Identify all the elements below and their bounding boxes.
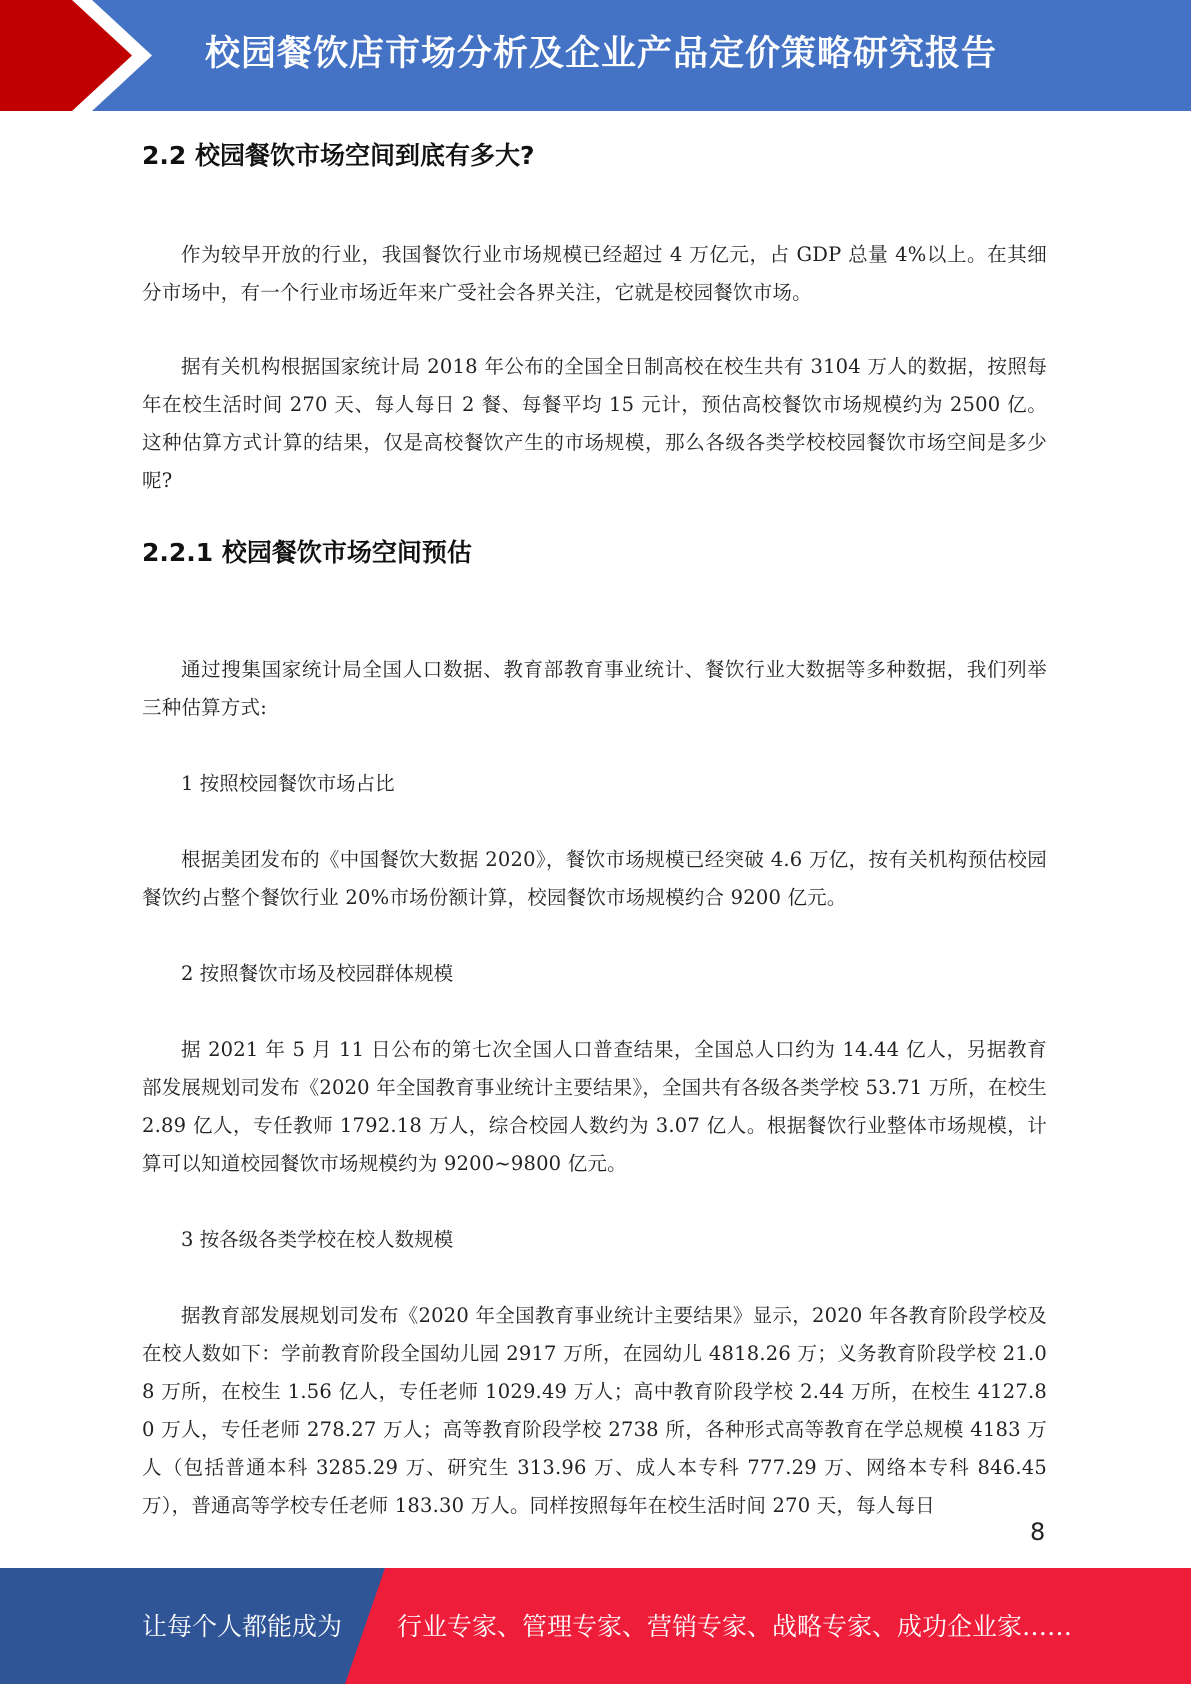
footer-banner (0, 1568, 1191, 1684)
header-arrow-shape (0, 0, 152, 111)
page-number: 8 (1030, 1518, 1046, 1546)
footer-slogan-right: 行业专家、管理专家、营销专家、战略专家、成功企业家…… (397, 1612, 1073, 1641)
method-1-text: 根据美团发布的《中国餐饮大数据 2020》，餐饮市场规模已经突破 4.6 万亿，按有关机构预估校园餐饮约占整个餐饮行业 20%市场份额计算，校园餐饮市场规模约合 9200 亿元。 (142, 848, 1047, 909)
method-2-title: 2 按照餐饮市场及校园群体规模 (181, 962, 454, 985)
method-1-title: 1 按照校园餐饮市场占比 (181, 772, 395, 795)
footer-slogan-left: 让每个人都能成为 (142, 1612, 343, 1641)
paragraph-methods-intro: 通过搜集国家统计局全国人口数据、教育部教育事业统计、餐饮行业大数据等多种数据，我们列举三种估算方式: (142, 658, 1047, 719)
report-title: 校园餐饮店市场分析及企业产品定价策略研究报告 (205, 34, 998, 74)
header-banner (0, 0, 1191, 111)
paragraph-intro: 作为较早开放的行业，我国餐饮行业市场规模已经超过 4 万亿元，占 GDP 总量 4%以上。在其细分市场中，有一个行业市场近年来广受社会各界关注，它就是校园餐饮市场。 (142, 243, 1047, 304)
heading-2-2: 2.2 校园餐饮市场空间到底有多大? (142, 141, 535, 170)
paragraph-university-estimate: 据有关机构根据国家统计局 2018 年公布的全国全日制高校在校生共有 3104 万人的数据，按照每年在校生活时间 270 天、每人每日 2 餐、每餐平均 15 元计，预估高校餐饮市场规模约为 2500 亿。这种估算方式计算的结果，仅是高校餐饮产生的市场规模，那么各级各类学校校园餐饮市场空间是多少呢? (142, 355, 1047, 492)
method-2-text: 据 2021 年 5 月 11 日公布的第七次全国人口普查结果，全国总人口约为 14.44 亿人，另据教育部发展规划司发布《2020 年全国教育事业统计主要结果》，全国共有各级各类学校 53.71 万所，在校生 2.89 亿人，专任教师 1792.18 万人，综合校园人数约为 3.07 亿人。根据餐饮行业整体市场规模，计算可以知道校园餐饮市场规模约为 9200~9800 亿元。 (142, 1038, 1047, 1175)
method-3-text: 据教育部发展规划司发布《2020 年全国教育事业统计主要结果》显示，2020 年各教育阶段学校及在校人数如下：学前教育阶段全国幼儿园 2917 万所，在园幼儿 4818.26 万；义务教育阶段学校 21.08 万所，在校生 1.56 亿人，专任老师 1029.49 万人；高中教育阶段学校 2.44 万所，在校生 4127.80 万人，专任老师 278.27 万人；高等教育阶段学校 2738 所，各种形式高等教育在学总规模 4183 万人（包括普通本科 3285.29 万、研究生 313.96 万、成人本专科 777.29 万、网络本专科 846.45 万），普通高等学校专任老师 183.30 万人。同样按照每年在校生活时间 270 天，每人每日 (142, 1304, 1047, 1517)
method-3-title: 3 按各级各类学校在校人数规模 (181, 1228, 454, 1251)
heading-2-2-1: 2.2.1 校园餐饮市场空间预估 (142, 538, 472, 567)
page-content (142, 112, 1047, 1525)
